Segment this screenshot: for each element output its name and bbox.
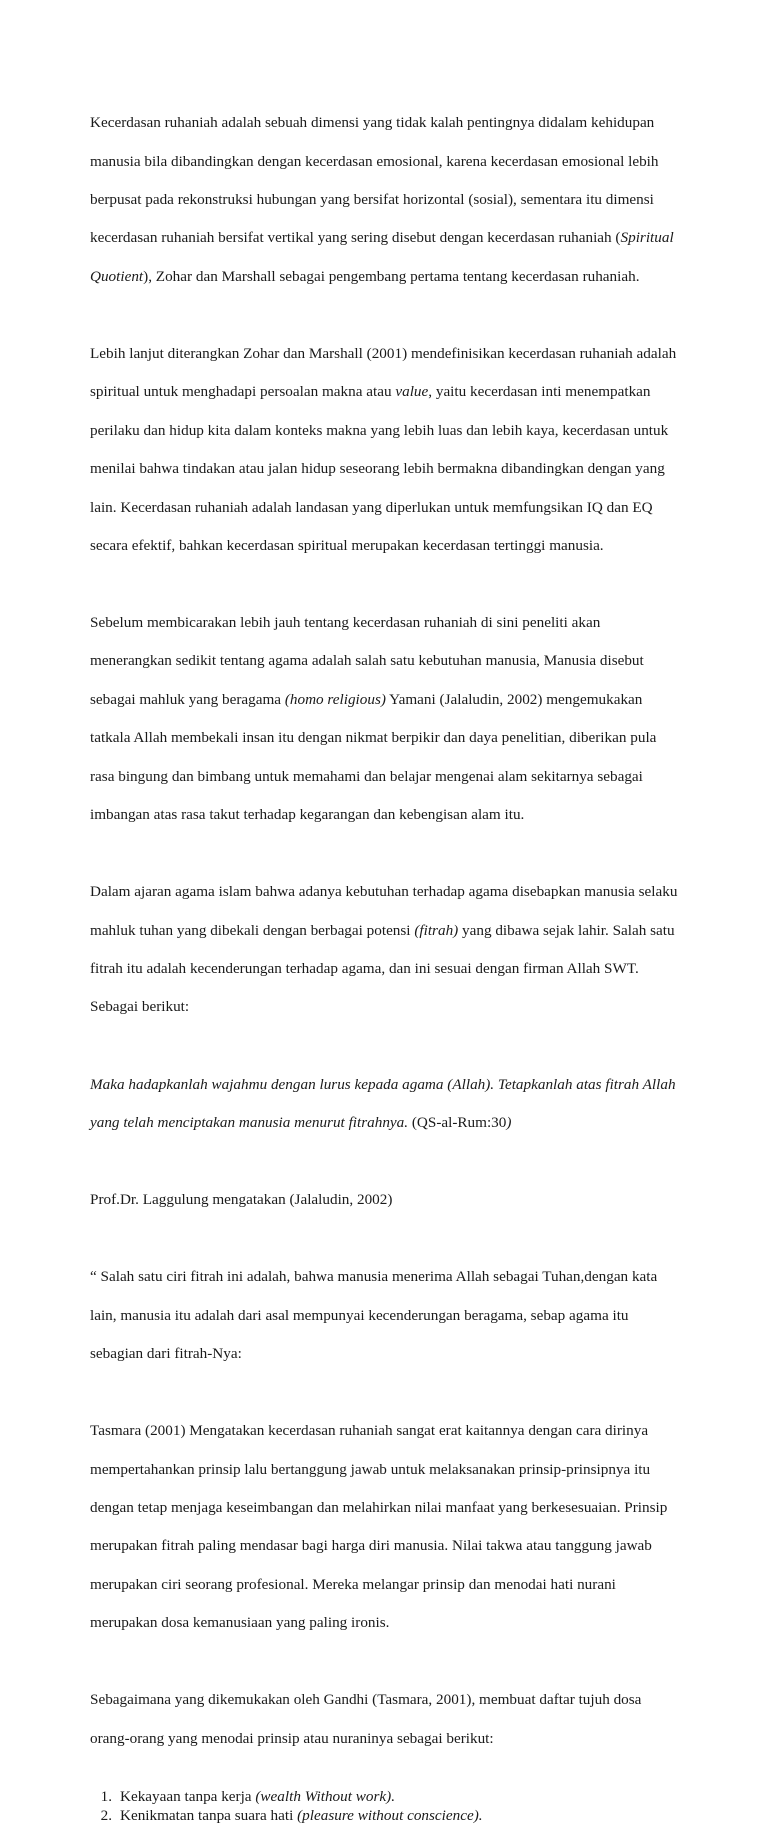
list-item	[90, 1787, 682, 1806]
text-line: Dalam ajaran agama islam bahwa adanya kebutuhan terhadap agama disebapkan manusia selaku	[90, 883, 678, 901]
text-line: imbangan atas rasa takut terhadap kegarangan dan kebengisan alam itu.	[90, 806, 525, 824]
italic-term: (fitrah)	[414, 921, 459, 939]
paragraph-zohar-marshall	[90, 325, 682, 575]
text-line: Prof.Dr. Laggulung mengatakan (Jalaludin, 2002)	[90, 1191, 393, 1209]
italic-term: (homo religious)	[284, 690, 386, 708]
quote-fitrah	[90, 1248, 682, 1382]
text-line: lain. Kecerdasan ruhaniah adalah landasan yang diperlukan untuk memfungsikan IQ dan EQ	[90, 498, 653, 516]
paragraph-laggulung	[90, 1171, 682, 1229]
list-number: 2.	[100, 1806, 112, 1824]
text-line: Yamani (Jalaludin, 2002) mengemukakan	[385, 690, 643, 708]
text-line: perilaku dan hidup kita dalam konteks makna yang lebih luas dan lebih kaya, kecerdasan untuk	[90, 421, 669, 439]
quote-verse	[90, 1055, 682, 1151]
text-line: sebagai mahluk yang beragama	[90, 690, 285, 708]
text-line: Sebagaimana yang dikemukakan oleh Gandhi (Tasmara, 2001), membuat daftar tujuh dosa	[90, 1691, 642, 1709]
text-line: manusia bila dibandingkan dengan kecerdasan emosional, karena kecerdasan emosional lebih	[90, 152, 659, 170]
text-line: merupakan fitrah paling mendasar bagi harga diri manusia. Nilai takwa atau tanggung jawab	[90, 1537, 652, 1555]
paragraph-intro	[90, 94, 682, 305]
text-line: Sebelum membicarakan lebih jauh tentang kecerdasan ruhaniah di sini peneliti akan	[90, 614, 601, 632]
paragraph-agama	[90, 594, 682, 844]
text-line: Maka hadapkanlah wajahmu dengan lurus kepada agama (Allah). Tetapkanlah atas fitrah Allah	[90, 1075, 676, 1093]
text-line: orang-orang yang menodai prinsip atau nuraninya sebagai berikut:	[90, 1729, 494, 1747]
italic-term: (pleasure without conscience).	[297, 1806, 483, 1824]
text-line: Lebih lanjut diterangkan Zohar dan Marshall (2001) mendefinisikan kecerdasan ruhaniah adalah	[90, 344, 677, 362]
list-item	[90, 1806, 682, 1825]
text-line: tatkala Allah membekali insan itu dengan nikmat berpikir dan daya penelitian, diberikan pula	[90, 729, 657, 747]
text-line: kecerdasan ruhaniah bersifat vertikal yang sering disebut dengan kecerdasan ruhaniah (	[90, 229, 621, 247]
text-line: “ Salah satu ciri fitrah ini adalah, bahwa manusia menerima Allah sebagai Tuhan,dengan kata	[90, 1268, 658, 1286]
list-text: Kekayaan tanpa kerja	[120, 1787, 256, 1805]
italic-term: Spiritual	[620, 229, 674, 247]
text-line: menilai bahwa tindakan atau jalan hidup seseorang lebih bermakna dibandingkan dengan yang	[90, 460, 665, 478]
text-line: sebagian dari fitrah-Nya:	[90, 1344, 242, 1362]
list-text: Kenikmatan tanpa suara hati	[120, 1806, 298, 1824]
text-line: berpusat pada rekonstruksi hubungan yang bersifat horizontal (sosial), sementara itu dimensi	[90, 191, 654, 209]
text-line: spiritual untuk menghadapi persoalan makna atau	[90, 383, 396, 401]
text-line: merupakan ciri seorang profesional. Mereka melangar prinsip dan menodai hati nurani	[90, 1575, 616, 1593]
seven-sins-list	[90, 1787, 682, 1825]
citation: )	[506, 1113, 512, 1131]
paragraph-tasmara	[90, 1402, 682, 1652]
text-line: Sebagai berikut:	[90, 998, 190, 1016]
text-line: Tasmara (2001) Mengatakan kecerdasan ruhaniah sangat erat kaitannya dengan cara dirinya	[90, 1422, 649, 1440]
italic-term: Quotient	[90, 267, 144, 285]
text-line: ), Zohar dan Marshall sebagai pengembang pertama tentang kecerdasan ruhaniah.	[143, 267, 640, 285]
list-number: 1.	[100, 1787, 112, 1805]
italic-term: value	[395, 383, 429, 401]
document-page	[90, 94, 682, 1825]
text-line: Kecerdasan ruhaniah adalah sebuah dimensi yang tidak kalah pentingnya didalam kehidupan	[90, 114, 655, 132]
text-line: mahluk tuhan yang dibekali dengan berbagai potensi	[90, 921, 415, 939]
text-line: fitrah itu adalah kecenderungan terhadap agama, dan ini sesuai dengan firman Allah SWT.	[90, 960, 639, 978]
text-line: lain, manusia itu adalah dari asal mempunyai kecenderungan beragama, sebap agama itu	[90, 1306, 629, 1324]
italic-term: (wealth Without work).	[255, 1787, 395, 1805]
paragraph-islam	[90, 863, 682, 1036]
text-line: mempertahankan prinsip lalu bertanggung jawab untuk melaksanakan prinsip-prinsipnya itu	[90, 1460, 651, 1478]
text-line: menerangkan sedikit tentang agama adalah salah satu kebutuhan manusia, Manusia disebut	[90, 652, 644, 670]
text-line: merupakan dosa kemanusiaan yang paling ironis.	[90, 1614, 390, 1632]
italic-term: yang telah menciptakan manusia menurut fitrahnya.	[90, 1113, 409, 1131]
text-line: yang dibawa sejak lahir. Salah satu	[458, 921, 675, 939]
text-line: dengan tetap menjaga keseimbangan dan melahirkan nilai manfaat yang berkesesuaian. Prinsip	[90, 1498, 668, 1516]
paragraph-gandhi	[90, 1671, 682, 1767]
text-line: secara efektif, bahkan kecerdasan spiritual merupakan kecerdasan tertinggi manusia.	[90, 536, 604, 554]
citation: (QS-al-Rum:30	[408, 1113, 507, 1131]
text-line: , yaitu kecerdasan inti menempatkan	[428, 383, 651, 401]
text-line: rasa bingung dan bimbang untuk memahami dan belajar mengenai alam sekitarnya sebagai	[90, 767, 643, 785]
